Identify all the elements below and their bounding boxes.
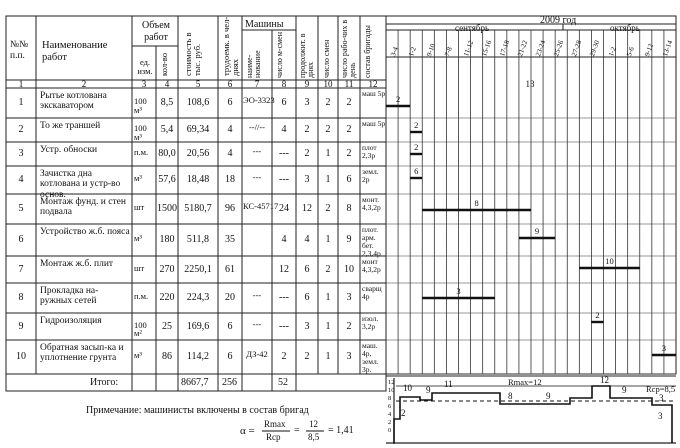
histogram-rmax-label: Rmax=12 xyxy=(508,377,542,387)
row-machine-shifts: --- xyxy=(279,174,289,185)
row-number: 8 xyxy=(18,292,24,303)
header-brigade: состав бригады xyxy=(363,25,372,78)
histogram-rcp-label: Rcp=8,5 xyxy=(646,384,676,394)
row-unit: м³ xyxy=(134,233,142,243)
day-range-label: 29-30 xyxy=(588,39,602,58)
row-machine-shifts: 24 xyxy=(279,203,289,214)
histogram-axis-label: 8 xyxy=(388,395,392,402)
gantt-bar-label: 2 xyxy=(414,142,419,152)
formula-result: = 1,41 xyxy=(328,425,354,436)
row-work-name: Устройство ж.б. пояса xyxy=(40,227,130,237)
note-text: Примечание: машинисты включены в состав бригад xyxy=(86,405,309,416)
histogram-value-label: 12 xyxy=(600,375,609,385)
row-labor: 35 xyxy=(225,234,235,245)
row-duration: 2 xyxy=(304,124,310,135)
column-number: 1 xyxy=(18,79,24,89)
gantt-bar-label: 8 xyxy=(474,198,479,208)
gantt-bar-label: 3 xyxy=(456,286,461,296)
formula-eq: = xyxy=(294,425,300,436)
row-labor: 4 xyxy=(227,124,233,135)
row-machine-shifts: 4 xyxy=(281,234,287,245)
row-unit: м³ xyxy=(134,350,142,360)
histogram-axis-label: 4 xyxy=(388,411,392,418)
row-machine: --//-- xyxy=(248,122,266,132)
day-range-label: 1-2 xyxy=(407,45,418,58)
row-machine: ЭО-3323 xyxy=(243,95,275,105)
row-labor: 6 xyxy=(227,97,233,108)
formula-alpha: α = xyxy=(240,425,255,437)
header-shifts: число смен xyxy=(322,39,331,78)
row-cost: 511,8 xyxy=(186,234,210,245)
row-work-name: Зачистка дна котлована и устр-во основ. xyxy=(40,169,121,200)
row-machine-shifts: 4 xyxy=(281,124,287,135)
row-brigade: плот 2,3р xyxy=(362,143,377,160)
row-shifts: 1 xyxy=(325,292,331,303)
row-cost: 169,6 xyxy=(186,320,210,332)
row-machine: --- xyxy=(252,290,262,300)
row-labor: 4 xyxy=(227,148,233,159)
column-number: 11 xyxy=(344,79,354,89)
day-range-label: 9-12 xyxy=(642,42,655,58)
day-range-label: 11-12 xyxy=(461,39,475,58)
row-machine-shifts: 12 xyxy=(279,263,289,275)
row-machine: ДЗ-42 xyxy=(246,349,268,359)
row-number: 9 xyxy=(18,320,24,332)
row-duration: 4 xyxy=(304,234,310,245)
row-machine: --- xyxy=(252,318,262,329)
histogram-value-label: 3 xyxy=(659,393,664,403)
formula-num2: 12 xyxy=(309,419,318,429)
row-workers: 2 xyxy=(346,97,352,108)
header-year: 2009 год xyxy=(540,15,577,26)
row-duration: 3 xyxy=(304,320,310,332)
gantt-bar-label: 10 xyxy=(605,256,614,266)
row-brigade: монт. 4,3,2р xyxy=(362,195,381,212)
row-unit: п.м. xyxy=(134,291,149,301)
column-number: 13 xyxy=(525,79,535,89)
row-shifts: 1 xyxy=(325,320,331,332)
gantt-bar-label: 2 xyxy=(595,310,600,320)
row-workers: 8 xyxy=(346,203,352,214)
row-shifts: 1 xyxy=(325,174,331,185)
day-range-label: 21-22 xyxy=(515,39,530,58)
row-shifts: 2 xyxy=(325,263,331,275)
totals-label: Итого: xyxy=(90,377,119,388)
header-machine-name: наиме-нование xyxy=(245,50,263,78)
formula-den2: 8,5 xyxy=(308,432,320,442)
row-workers: 2 xyxy=(346,124,352,135)
gantt-bar-label: 2 xyxy=(395,94,401,104)
gantt-bar-label: 9 xyxy=(534,226,540,236)
row-workers: 9 xyxy=(346,234,352,245)
row-qty: 1500 xyxy=(157,203,177,214)
row-work-name: Обратная засып-ка и уплотнение грунта xyxy=(40,343,124,364)
histogram-value-label: 10 xyxy=(403,383,412,393)
row-machine-shifts: --- xyxy=(279,148,289,159)
day-range-label: 25-26 xyxy=(552,39,566,58)
row-shifts: 1 xyxy=(325,351,331,362)
row-number: 3 xyxy=(18,148,24,159)
row-brigade: маш 5р xyxy=(362,89,386,98)
row-duration: 2 xyxy=(304,148,310,159)
row-labor: 96 xyxy=(225,203,235,214)
row-cost: 2250,1 xyxy=(184,263,212,275)
row-unit: м³ xyxy=(134,173,142,183)
row-workers: 10 xyxy=(344,263,354,275)
row-number: 1 xyxy=(18,97,24,108)
row-machine-shifts: 2 xyxy=(281,351,287,362)
row-workers: 3 xyxy=(346,292,352,303)
histogram-value-label: 8 xyxy=(508,391,513,401)
row-qty: 8,5 xyxy=(160,97,174,108)
column-number: 6 xyxy=(227,79,233,89)
row-duration: 12 xyxy=(302,203,312,214)
row-cost: 18,48 xyxy=(186,174,210,185)
row-cost: 69,34 xyxy=(186,124,210,135)
row-qty: 57,6 xyxy=(158,174,176,185)
row-unit: п.м. xyxy=(134,147,149,157)
row-shifts: 1 xyxy=(325,234,331,245)
row-unit: шт xyxy=(134,262,145,273)
row-shifts: 2 xyxy=(325,97,331,108)
row-machine: --- xyxy=(252,146,262,156)
histogram-axis-label: 10 xyxy=(388,387,395,394)
row-work-name: Монтаж фунд. и стен подвала xyxy=(40,197,126,218)
column-number: 10 xyxy=(323,79,333,89)
row-number: 2 xyxy=(18,124,24,135)
column-number: 2 xyxy=(81,79,87,89)
row-brigade: плот. арм. бет. 2,3,4р xyxy=(362,225,381,258)
header-unit: ед. изм. xyxy=(137,57,153,77)
row-brigade: монт 4,3,2р xyxy=(362,257,381,274)
row-number: 6 xyxy=(18,234,24,245)
header-volume: Объем работ xyxy=(142,20,170,43)
row-qty: 5,4 xyxy=(160,124,174,135)
column-number: 3 xyxy=(141,79,147,89)
row-unit: 100 м³ xyxy=(134,96,147,115)
day-range-label: 13-14 xyxy=(660,39,675,58)
totals-cost: 8667,7 xyxy=(181,377,209,388)
formula-den1: Rcp xyxy=(266,432,281,442)
row-cost: 5180,7 xyxy=(184,203,212,214)
day-range-label: 9-10 xyxy=(425,42,438,58)
row-shifts: 1 xyxy=(325,148,331,159)
row-work-name: Устр. обноски xyxy=(40,145,98,155)
row-brigade: маш. 4р, земл. 3р. xyxy=(362,341,379,374)
formula-num1: Rmax xyxy=(264,419,286,429)
day-range-label: 3-4 xyxy=(389,45,400,58)
row-qty: 220 xyxy=(159,292,175,303)
row-duration: 6 xyxy=(304,292,310,303)
row-labor: 20 xyxy=(225,292,235,303)
histogram-value-label: 11 xyxy=(444,379,453,389)
row-brigade: сварщ 4р xyxy=(362,284,382,301)
day-range-label: 17-18 xyxy=(497,39,511,58)
day-range-label: 1-2 xyxy=(606,45,618,58)
row-qty: 25 xyxy=(162,320,172,332)
row-number: 7 xyxy=(18,263,24,275)
day-range-label: 15-16 xyxy=(479,39,493,58)
row-unit: 100 м³ xyxy=(134,123,147,142)
row-workers: 2 xyxy=(346,320,352,332)
row-unit: 100 м² xyxy=(134,319,147,339)
histogram-axis-label: 12 xyxy=(388,379,395,386)
row-machine: КС-45717 xyxy=(243,201,279,211)
row-workers: 3 xyxy=(346,351,352,362)
histogram-value-label: 9 xyxy=(546,391,551,401)
row-work-name: Рытье котлована экскаватором xyxy=(40,91,107,112)
row-labor: 6 xyxy=(227,351,233,362)
row-cost: 224,3 xyxy=(186,292,210,303)
column-number: 5 xyxy=(195,79,201,89)
header-name: Наименование работ xyxy=(42,40,108,64)
row-workers: 6 xyxy=(346,174,352,185)
day-range-label: 27-28 xyxy=(570,39,584,58)
row-machine-shifts: --- xyxy=(279,292,289,303)
row-unit: шт xyxy=(134,202,145,212)
row-shifts: 2 xyxy=(325,203,331,214)
row-brigade: земл. 2р xyxy=(362,167,379,184)
header-num: №№ п.п. xyxy=(10,40,29,61)
header-machines: Машины xyxy=(245,19,284,30)
histogram-value-label: 9 xyxy=(426,385,431,395)
row-machine: --- xyxy=(252,172,262,182)
row-duration: 3 xyxy=(304,174,310,185)
row-duration: 6 xyxy=(304,263,310,275)
row-cost: 114,2 xyxy=(186,351,210,362)
column-number: 9 xyxy=(304,79,310,89)
day-range-label: 5-6 xyxy=(624,45,636,58)
header-duration: продолжит. в днях xyxy=(298,33,316,78)
column-number: 4 xyxy=(164,79,170,89)
histogram-axis-label: 0 xyxy=(388,427,392,434)
row-qty: 86 xyxy=(162,351,172,362)
row-labor: 61 xyxy=(225,263,235,275)
column-number: 12 xyxy=(368,79,378,89)
histogram-axis-label: 2 xyxy=(388,419,392,426)
totals-labor: 256 xyxy=(222,377,237,388)
row-number: 10 xyxy=(16,351,26,362)
row-number: 5 xyxy=(18,203,24,214)
row-work-name: То же траншей xyxy=(40,121,101,131)
day-range-label: 23-24 xyxy=(534,39,548,58)
row-duration: 3 xyxy=(304,97,310,108)
row-cost: 20,56 xyxy=(186,148,210,159)
row-brigade: маш 5р xyxy=(362,119,386,128)
histogram-small-label: 2 xyxy=(401,408,406,418)
header-workers: число рабо-чих в день xyxy=(340,19,358,78)
row-machine-shifts: 6 xyxy=(281,97,287,108)
day-range-label: 7-8 xyxy=(443,45,455,58)
column-number: 7 xyxy=(254,79,260,89)
column-number: 8 xyxy=(281,79,287,89)
histogram-value-label: 9 xyxy=(622,385,627,395)
row-labor: 6 xyxy=(227,320,233,332)
header-qty: кол-во xyxy=(159,52,169,76)
header-machine-shifts: число м-смен xyxy=(275,31,284,78)
row-machine-shifts: --- xyxy=(279,320,289,332)
histogram-axis-label: 6 xyxy=(388,403,392,410)
row-work-name: Гидроизоляция xyxy=(40,316,102,326)
header-cost: стоимость в тыс. руб. xyxy=(183,32,202,76)
row-duration: 2 xyxy=(304,351,310,362)
header-month-oct: октябрь xyxy=(610,23,640,33)
row-workers: 2 xyxy=(346,148,352,159)
histogram-small-label: 3 xyxy=(658,411,663,421)
row-work-name: Прокладка на-ружных сетей xyxy=(40,286,99,307)
row-qty: 180 xyxy=(159,234,175,245)
header-labor: трудоемк. в чел-днях xyxy=(221,16,240,76)
gantt-bar-label: 2 xyxy=(414,120,419,130)
row-cost: 108,6 xyxy=(186,97,210,108)
gantt-bar-label: 6 xyxy=(414,166,419,176)
row-shifts: 2 xyxy=(325,124,331,135)
gantt-bar-label: 3 xyxy=(661,343,667,353)
row-brigade: изол. 3,2р xyxy=(362,314,379,331)
row-qty: 80,0 xyxy=(158,148,176,159)
totals-machine-shifts: 52 xyxy=(278,377,288,388)
row-number: 4 xyxy=(18,174,24,185)
row-work-name: Монтаж ж.б. плит xyxy=(40,259,114,269)
row-qty: 270 xyxy=(159,263,175,275)
header-month-sep: сентябрь xyxy=(455,23,490,33)
row-labor: 18 xyxy=(225,174,235,185)
